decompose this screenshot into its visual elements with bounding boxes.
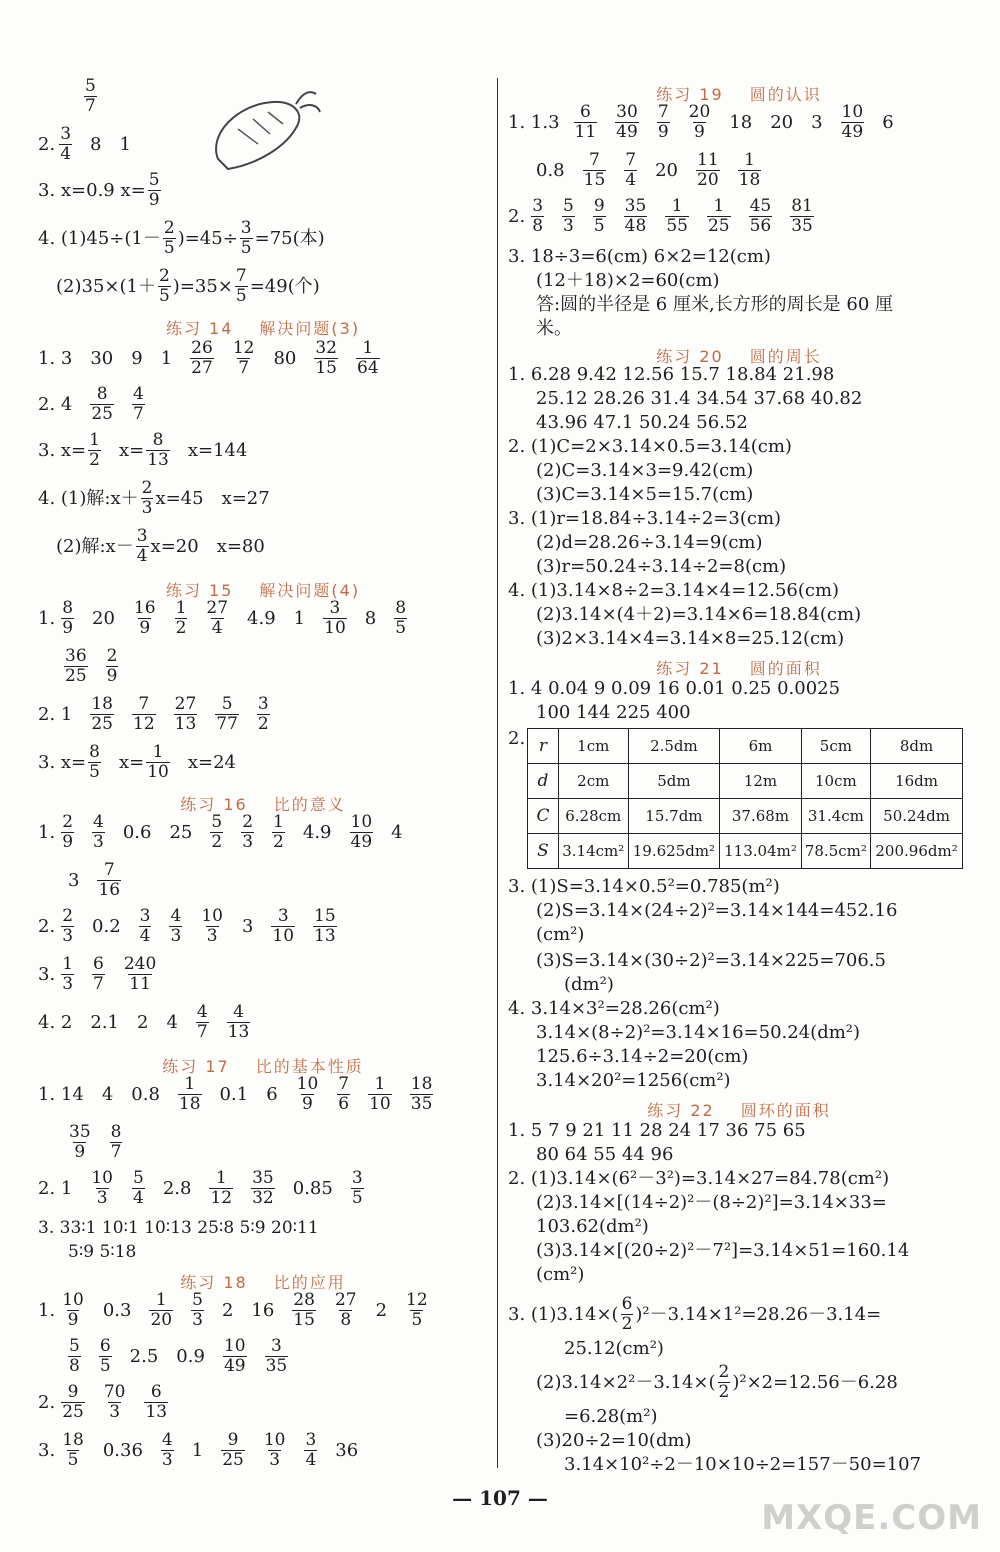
answer-line: 3. 33∶1 10∶1 10∶13 25∶8 5∶9 20∶11: [38, 1218, 319, 1238]
answer-line: 4. 3.14×3²=28.26(cm²): [508, 998, 720, 1019]
answer-line: 3. 18÷3=6(cm) 6×2=12(cm): [508, 246, 771, 267]
table-row: d 2cm 5dm 12m 10cm 16dm: [528, 764, 963, 799]
answer-line: (2)C=3.14×3=9.42(cm): [536, 460, 754, 481]
answer-line: 0.8 7 15 7 4 20 11 20 1 18: [536, 150, 761, 190]
answer-line: 3. 1 3 6 7 240 11: [38, 954, 157, 994]
answer-line: (3)2×3.14×4=3.14×8=25.12(cm): [536, 628, 845, 649]
answer-line: 5 8 6 5 2.5 0.9 10 49 3 35: [69, 1336, 288, 1376]
section-heading: 练习 20 圆的周长: [656, 347, 822, 366]
answer-line: 2. (1)3.14×(6²－3²)=3.14×27=84.78(cm²): [508, 1168, 890, 1189]
answer-line: 2. 1 10 3 5 4 2.8 1 12 35 32 0.85 3 5: [38, 1168, 363, 1208]
answer-line: 2. 3 8 5 3 9 5 35 48 1 55 1 25 45 56 81 35: [508, 196, 813, 236]
answer-line: 1. 5 7 9 21 11 28 24 17 36 75 65: [508, 1120, 806, 1141]
table-row: r 1cm 2.5dm 6m 5cm 8dm: [528, 729, 963, 764]
answer-line: 3. (1)3.14×( 6 2 )²－3.14×1²=28.26－3.14=: [508, 1294, 882, 1334]
carrot-illustration: [198, 84, 328, 204]
answer-line: 125.6÷3.14÷2=20(cm): [536, 1046, 749, 1067]
answer-line: 3. (1)r=18.84÷3.14÷2=3(cm): [508, 508, 782, 529]
page-number: — 107 —: [452, 1486, 548, 1510]
answer-line: 1. 14 4 0.8 1 18 0.1 6 10 9 7 6 1 10 18 35: [38, 1074, 433, 1114]
answer-line: 1. 6.28 9.42 12.56 15.7 18.84 21.98: [508, 364, 835, 385]
answer-line: (2)3.14×2²－3.14×( 2 2 )²×2=12.56－6.28: [536, 1362, 898, 1402]
answer-line: (3)S=3.14×(30÷2)²=3.14×225=706.5: [536, 950, 886, 971]
answer-line: (dm²): [564, 974, 614, 995]
answer-line: 米。: [536, 318, 572, 339]
answer-line: (12＋18)×2=60(cm): [536, 270, 720, 291]
answer-line: 3. (1)S=3.14×0.5²=0.785(m²): [508, 876, 780, 897]
answer-line: (cm²): [536, 1264, 585, 1285]
answer-line: 3 7 16: [68, 860, 121, 900]
answer-line: 1. 3 30 9 1 26 27 12 7 80 32 15 1 64: [38, 338, 379, 378]
answer-line: 43.96 47.1 50.24 56.52: [536, 412, 748, 433]
answer-line: (3)r=50.24÷3.14÷2=8(cm): [536, 556, 787, 577]
answer-line: 3.14×20²=1256(cm²): [536, 1070, 731, 1091]
section-heading: 练习 15 解决问题(4): [165, 581, 361, 600]
watermark-text: MXQE.COM: [761, 1498, 982, 1538]
answer-line: 4. (1)45÷(1－ 2 5 )=45÷ $\frac{3}{5}$ =75(本): [38, 218, 325, 258]
table-row: S 3.14cm² 19.625dm² 113.04m² 78.5cm² 200.96dm²: [528, 834, 963, 869]
answer-line: (cm²): [536, 924, 585, 945]
answer-line: 3. x= $\frac{8}{5}$ x= $\frac{1}{10}$ x=24: [38, 742, 236, 782]
section-heading: 练习 22 圆环的面积: [647, 1101, 831, 1120]
answer-line: 答:圆的半径是 6 厘米,长方形的周长是 60 厘: [536, 294, 894, 315]
answer-line: (2)3.14×(4＋2)=3.14×6=18.84(cm): [536, 604, 862, 625]
answer-line: 2. 1 18 25 7 12 27 13 5 77 3 2: [38, 694, 269, 734]
answer-line: (3)C=3.14×5=15.7(cm): [536, 484, 754, 505]
answer-line: (2)解:x－ 3 4 x=20 x=80: [56, 526, 265, 566]
answer-line: (3)20÷2=10(dm): [536, 1430, 692, 1451]
answer-line: 3.14×10²÷2－10×10÷2=157－50=107: [564, 1454, 922, 1475]
answer-line: 2. 3 4 8 1: [38, 124, 131, 164]
answer-line: 2. 2 3 0.2 3 4 4 3 10 3 3 3 10 15 13: [38, 906, 336, 946]
answer-line: 1. 8 9 20 16 9 1 2 27 4 4.9 1 3 10 8 8 5: [38, 598, 407, 638]
answer-line: 2. 9 25 70 3 6 13: [38, 1382, 168, 1422]
table-row: C 6.28cm 15.7dm 37.68m 31.4cm 50.24dm: [528, 799, 963, 834]
answer-line: 3. 18 5 0.36 4 3 1 9 25 10 3 3 4 36: [38, 1430, 359, 1470]
question-number: 2.: [508, 728, 526, 749]
answer-line: 1. 2 9 4 3 0.6 25 5 2 2 3 1 2 4.9 10 49 4: [38, 812, 403, 852]
answer-line: (2)d=28.26÷3.14=9(cm): [536, 532, 763, 553]
answer-line: 100 144 225 400: [536, 702, 691, 723]
answer-line: 80 64 55 44 96: [536, 1144, 674, 1165]
answer-line: 2. (1)C=2×3.14×0.5=3.14(cm): [508, 436, 792, 457]
answer-line: 103.62(dm²): [536, 1216, 649, 1237]
section-heading: 练习 19 圆的认识: [656, 85, 822, 104]
section-heading: 练习 18 比的应用: [180, 1273, 346, 1292]
answer-line: (2)3.14×[(14÷2)²－(8÷2)²]=3.14×33=: [536, 1192, 887, 1213]
section-heading: 练习 17 比的基本性质: [162, 1057, 364, 1076]
answer-line: 4. 2 2.1 2 4 4 7 4 13: [38, 1002, 250, 1042]
circle-table: [527, 728, 963, 869]
answer-line: 1. 1.3 6 11 30 49 7 9 20 9 18 20 3 10 49 6: [508, 102, 894, 142]
answer-line: (3)3.14×[(20÷2)²－7²]=3.14×51=160.14: [536, 1240, 910, 1261]
answer-line: 3. x=0.9 x= $\frac{5}{9}$: [38, 170, 160, 210]
section-heading: 练习 21 圆的面积: [656, 659, 822, 678]
column-divider: [497, 78, 498, 1468]
answer-line: 4. (1)解:x＋ 2 3 x=45 x=27: [38, 478, 270, 518]
answer-line: 25.12 28.26 31.4 34.54 37.68 40.82: [536, 388, 863, 409]
answer-line: 3.14×(8÷2)²=3.14×16=50.24(dm²): [536, 1022, 861, 1043]
answer-line: 3. x= $\frac{1}{2}$ x= $\frac{8}{13}$ x=144: [38, 430, 248, 470]
section-heading: 练习 14 解决问题(3): [165, 319, 361, 338]
section-heading: 练习 16 比的意义: [180, 795, 346, 814]
answer-line: 1. 4 0.04 9 0.09 16 0.01 0.25 0.0025: [508, 678, 841, 699]
answer-line: 25.12(cm²): [564, 1338, 664, 1359]
fraction: 5 7: [85, 76, 96, 116]
answer-line: (2)S=3.14×(24÷2)²=3.14×144=452.16: [536, 900, 898, 921]
answer-line: [84, 78, 115, 116]
answer-line: 1. 10 9 0.3 1 20 5 3 2 16 28 15 27 8 2 12 5: [38, 1290, 428, 1330]
answer-line: 35 9 8 7: [69, 1122, 122, 1162]
answer-line: 5∶9 5∶18: [68, 1242, 137, 1262]
answer-line: 4. (1)3.14×8÷2=3.14×4=12.56(cm): [508, 580, 840, 601]
answer-line: =6.28(m²): [564, 1406, 658, 1427]
answer-line: (2)35×(1＋ 2 5 )=35× $\frac{7}{5}$ =49(个): [56, 266, 320, 306]
answer-line: 2. 4 8 25 4 7: [38, 384, 144, 424]
answer-line: 36 25 2 9: [65, 646, 118, 686]
